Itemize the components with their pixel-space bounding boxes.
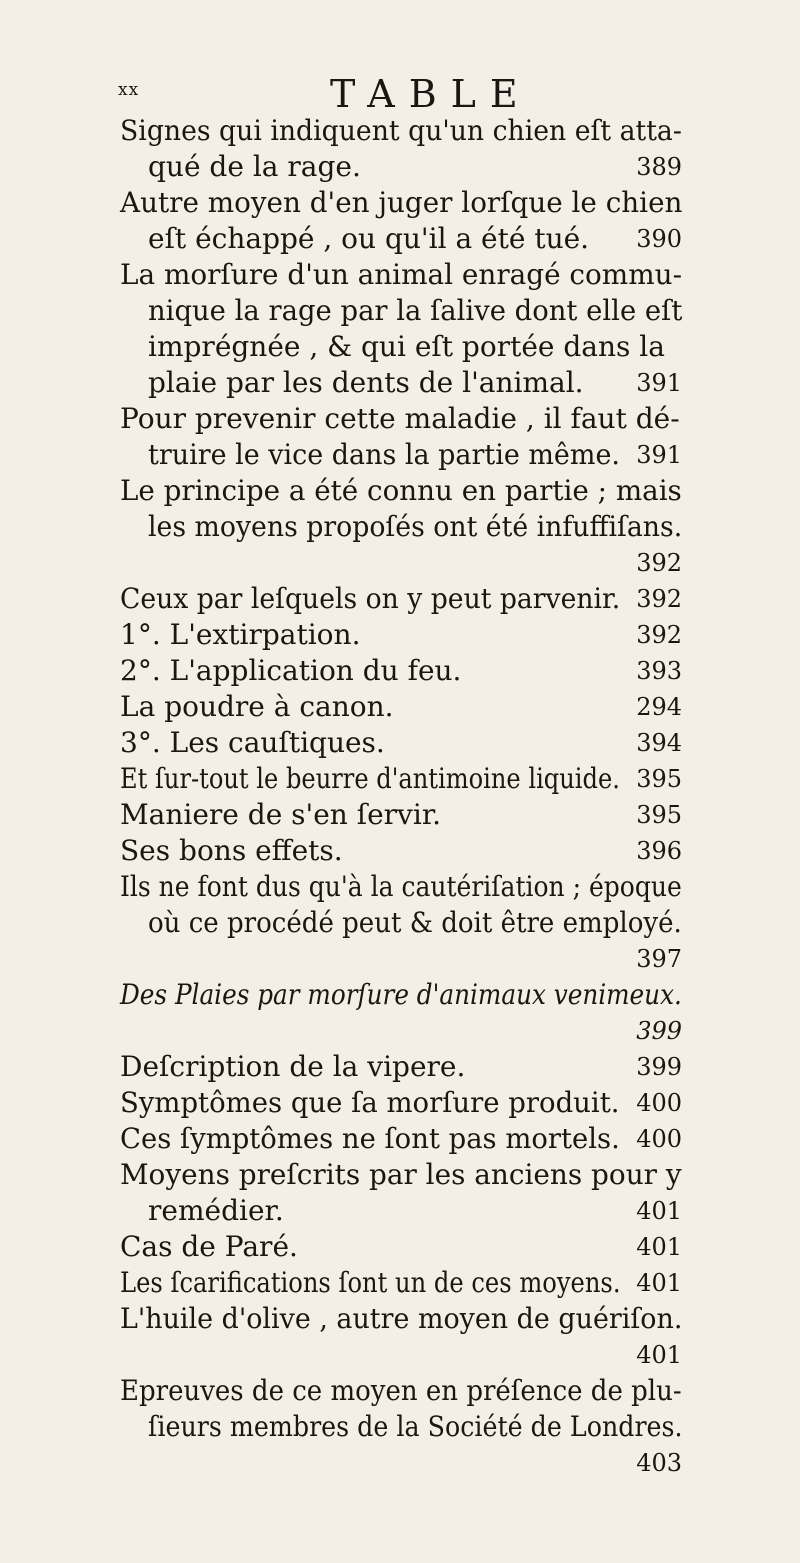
toc-entry-line [120,617,682,653]
toc-page-number: 392 [636,621,682,649]
toc-entry-line [120,581,682,617]
toc-entry [120,257,682,401]
toc-page-number: 399 [636,1017,682,1045]
toc-entry-line [120,401,682,437]
toc-entry-line [120,653,682,689]
toc-page-number: 400 [636,1089,682,1117]
toc-entry [120,833,682,869]
toc-entry [120,869,682,977]
toc-page-number: 391 [636,441,682,469]
toc-page-number: 392 [636,585,682,613]
toc-entry-line [120,1157,682,1193]
toc-entry-line [120,869,682,905]
toc-entry-line [120,725,682,761]
toc-entry-line [120,545,682,581]
toc-page-number: 395 [636,765,682,793]
toc-entry-text: Cas de Paré. [120,1230,298,1263]
toc-entry-line [120,473,682,509]
toc-page-number: 393 [636,657,682,685]
toc-entry-text: plaie par les dents de l'animal. [148,366,584,399]
toc-entry-line [120,185,682,221]
toc-entry-text: les moyens propoſés ont été infuffiſans. [148,510,683,543]
toc-entry [120,1049,682,1085]
page-header [120,74,680,114]
toc-page-number: 401 [636,1197,682,1225]
toc-page-number: 400 [636,1125,682,1153]
toc-entry-line [120,1373,682,1409]
toc-entry-text: Maniere de s'en ſervir. [120,798,442,831]
toc-entry [120,1085,682,1121]
toc-entry-text: Pour prevenir cette maladie , il faut dé- [120,402,680,435]
toc-entry-line [120,941,682,977]
toc-entry-line [120,905,682,941]
toc-page-number: 391 [636,369,682,397]
toc-entry-line [120,1229,682,1265]
toc-page-number: 397 [636,945,682,973]
toc-entry-text: Le principe a été connu en partie ; mais [120,474,682,507]
toc-entry [120,113,682,185]
toc-entry-line [120,1337,682,1373]
toc-entry-line [120,221,682,257]
toc-entry-line [120,1445,682,1481]
toc-entry-line [120,365,682,401]
toc-entry-line [120,293,682,329]
toc-page-number: 392 [636,549,682,577]
toc-entry-line [120,977,682,1013]
toc-entry-line [120,329,682,365]
table-of-contents [120,113,682,1481]
toc-entry-line [120,1409,682,1445]
toc-page-number: 395 [636,801,682,829]
toc-page-number: 396 [636,837,682,865]
toc-entry [120,1265,682,1301]
toc-entry-text: Ces ſymptômes ne ſont pas mortels. [120,1122,620,1155]
toc-entry-text: Ses bons effets. [120,834,343,867]
running-title: TABLE [330,72,532,116]
toc-entry [120,761,682,797]
toc-entry-text: 1°. L'extirpation. [120,618,361,651]
toc-entry-text: ſieurs membres de la Société de Londres. [148,1410,683,1443]
toc-page-number: 390 [636,225,682,253]
toc-page-number: 401 [636,1341,682,1369]
toc-entry [120,977,682,1049]
toc-entry [120,797,682,833]
toc-entry-line [120,1301,682,1337]
toc-entry-line [120,1265,682,1301]
toc-entry-line [120,1193,682,1229]
toc-entry-text: Ils ne font dus qu'à la cautériſation ; époque [120,870,682,903]
toc-entry-line [120,1121,682,1157]
toc-page-number: 399 [636,1053,682,1081]
toc-entry [120,653,682,689]
toc-entry [120,1157,682,1229]
toc-page-number: 403 [636,1449,682,1477]
toc-entry-text: La poudre à canon. [120,690,394,723]
toc-entry [120,401,682,473]
toc-entry [120,725,682,761]
toc-entry [120,185,682,257]
toc-entry-line [120,833,682,869]
toc-entry-text: Ceux par leſquels on y peut parvenir. [120,582,621,615]
toc-page-number: 389 [636,153,682,181]
toc-entry-line [120,761,682,797]
toc-page-number: 294 [636,693,682,721]
toc-entry [120,617,682,653]
toc-entry [120,473,682,581]
toc-entry-line [120,689,682,725]
toc-entry-text: imprégnée , & qui eſt portée dans la [148,330,665,363]
toc-entry-text: truire le vice dans la partie même. [148,438,620,471]
toc-entry-line [120,797,682,833]
toc-entry-line [120,509,682,545]
toc-page-number: 394 [636,729,682,757]
toc-entry-text: Epreuves de ce moyen en préſence de plu- [120,1374,682,1407]
toc-entry-text: 2°. L'application du feu. [120,654,462,687]
toc-entry [120,1121,682,1157]
toc-entry-text: nique la rage par la ſalive dont elle eſt [148,294,683,327]
toc-page-number: 401 [636,1233,682,1261]
toc-entry-text: Deſcription de la vipere. [120,1050,466,1083]
toc-entry [120,1373,682,1481]
toc-entry-text: Moyens preſcrits par les anciens pour y [120,1158,682,1191]
toc-entry-text: où ce procédé peut & doit être employé. [148,906,682,939]
page-folio: xx [118,80,140,100]
toc-entry [120,1229,682,1265]
toc-entry-line [120,1049,682,1085]
toc-entry-text: Et ſur-tout le beurre d'antimoine liquide. [120,762,620,795]
toc-entry-text: L'huile d'olive , autre moyen de guériſon. [120,1302,683,1335]
toc-entry-text: Signes qui indiquent qu'un chien eſt atta- [120,114,682,147]
toc-entry-text: Les ſcarifications ſont un de ces moyens. [120,1266,621,1299]
toc-entry [120,689,682,725]
toc-entry-line [120,437,682,473]
toc-entry-line [120,113,682,149]
toc-entry-text: La morſure d'un animal enragé commu- [120,258,682,291]
toc-entry-text: qué de la rage. [148,150,361,183]
toc-entry-text: 3°. Les cauſtiques. [120,726,385,759]
toc-entry-text: Symptômes que ſa morſure produit. [120,1086,620,1119]
toc-entry-line [120,1085,682,1121]
toc-page-number: 401 [636,1269,682,1297]
toc-entry-line [120,1013,682,1049]
toc-entry-line [120,149,682,185]
toc-entry-text: eſt échappé , ou qu'il a été tué. [148,222,590,255]
toc-entry-text: remédier. [148,1194,284,1227]
toc-entry-text: Des Plaies par morſure d'animaux venimeux. [120,978,682,1011]
toc-entry-line [120,257,682,293]
toc-entry [120,581,682,617]
toc-entry-text: Autre moyen d'en juger lorſque le chien [120,186,683,219]
toc-entry [120,1301,682,1373]
